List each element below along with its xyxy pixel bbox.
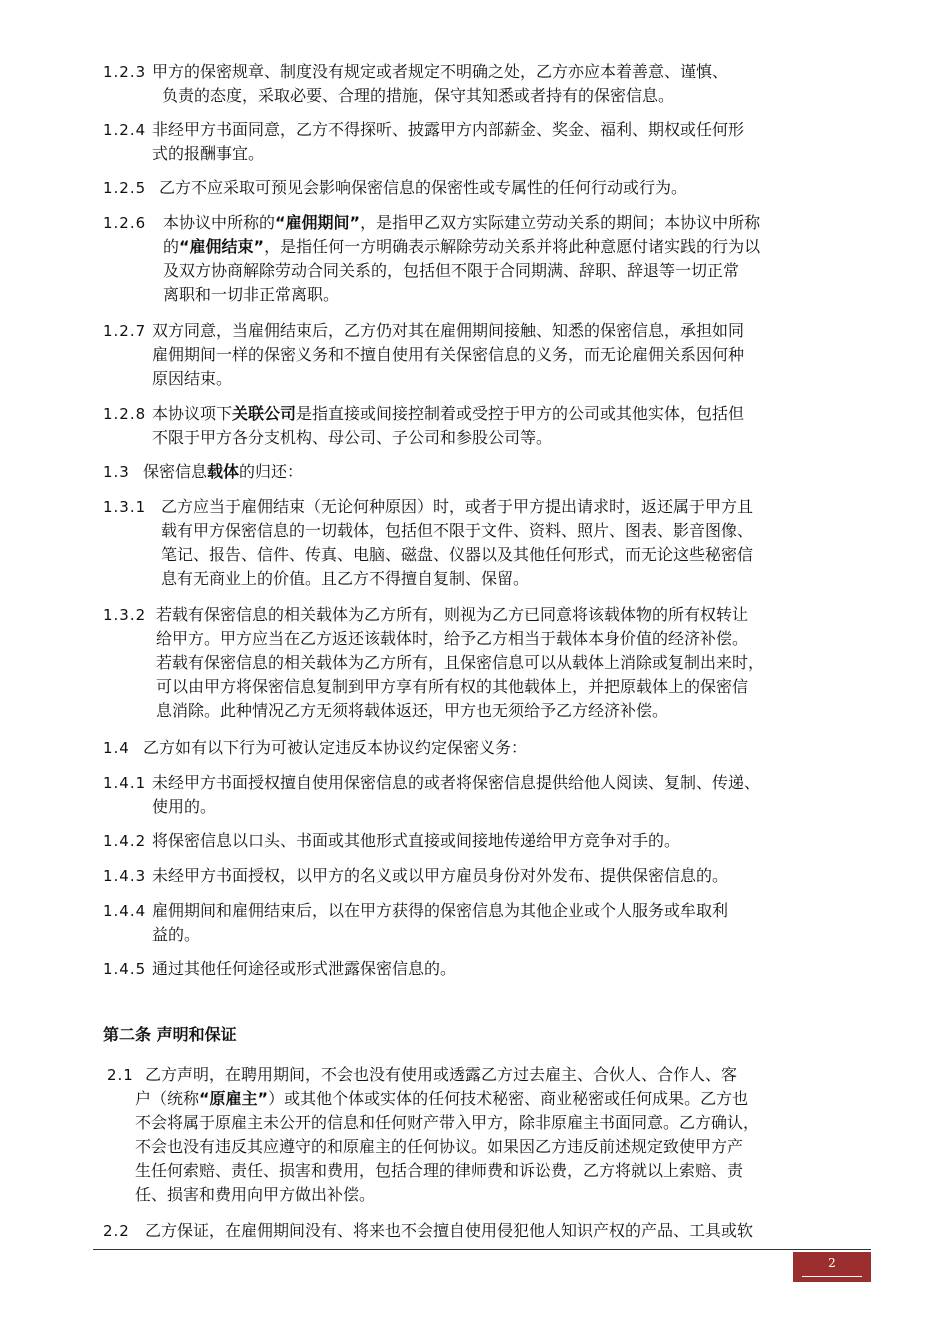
clause-number: 1.4.1 (103, 774, 147, 792)
clause-text-line: 不限于甲方各分支机构、母公司、子公司和参股公司等。 (152, 428, 553, 447)
clause-text-line: 及双方协商解除劳动合同关系的，包括但不限于合同期满、辞职、辞退等一切正常 (163, 261, 740, 280)
clause-text: ，是指甲乙双方实际建立劳动关系的期间；本协议中所称 (360, 213, 761, 232)
clause-number: 1.4.5 (103, 960, 147, 978)
clause-text: ）或其他个体或实体的任何技术秘密、商业秘密或任何成果。乙方也 (268, 1089, 749, 1108)
clause-number: 1.4.4 (103, 902, 147, 920)
page-number: 2 (828, 1256, 836, 1270)
clause-text: 户（统称 (135, 1089, 200, 1108)
clause-text-line: 乙方不应采取可预见会影响保密信息的保密性或专属性的任何行动或行为。 (159, 178, 688, 197)
clause-text-line: 未经甲方书面授权擅自使用保密信息的或者将保密信息提供给他人阅读、复制、传递、 (152, 773, 761, 792)
clause-text-line: 益的。 (152, 925, 201, 944)
defined-term: “雇佣期间” (275, 213, 361, 232)
clause-text-line: 任、损害和费用向甲方做出补偿。 (135, 1185, 376, 1204)
clause-1-4 (103, 736, 883, 760)
clause-number: 1.2.7 (103, 322, 147, 340)
clause-text-line: 双方同意，当雇佣结束后，乙方仍对其在雇佣期间接触、知悉的保密信息，承担如同 (152, 321, 745, 340)
clause-number: 1.4 (103, 739, 130, 757)
clause-text-line: 息消除。此种情况乙方无须将载体返还，甲方也无须给予乙方经济补偿。 (156, 701, 669, 720)
clause-number: 1.2.3 (103, 63, 147, 81)
page-number-underline (802, 1276, 862, 1277)
clause-number: 1.2.8 (103, 405, 147, 423)
defined-term: 载体 (207, 462, 240, 481)
clause-1-2-8 (103, 402, 883, 450)
clause-text: 本协议中所称的 (163, 213, 276, 232)
clause-text-line: 乙方应当于雇佣结束（无论何种原因）时，或者于甲方提出请求时，返还属于甲方且 (161, 497, 754, 516)
clause-text-line: 雇佣期间和雇佣结束后，以在甲方获得的保密信息为其他企业或个人服务或牟取利 (152, 901, 729, 920)
clause-text: 的归还： (239, 462, 304, 481)
clause-text-line: 不会也没有违反其应遵守的和原雇主的任何协议。如果因乙方违反前述规定致使甲方产 (135, 1137, 744, 1156)
clause-text-line: 将保密信息以口头、书面或其他形式直接或间接地传递给甲方竞争对手的。 (152, 831, 681, 850)
clause-text-line: 通过其他任何途径或形式泄露保密信息的。 (152, 959, 457, 978)
clause-text-line: 若载有保密信息的相关载体为乙方所有，则视为乙方已同意将该载体物的所有权转让 (156, 605, 749, 624)
clause-1-3-2 (103, 603, 883, 723)
clause-text-line: 式的报酬事宜。 (152, 144, 265, 163)
clause-1-4-4 (103, 899, 883, 947)
clause-number: 2.2 (103, 1222, 130, 1240)
clause-number: 1.4.3 (103, 867, 147, 885)
clause-text-line: 可以由甲方将保密信息复制到甲方享有所有权的其他载体上，并把原载体上的保密信 (156, 677, 749, 696)
clause-number: 1.2.5 (103, 179, 147, 197)
clause-number: 1.2.4 (103, 121, 147, 139)
clause-text-line: 生任何索赔、责任、损害和费用，包括合理的律师费和诉讼费，乙方将就以上索赔、责 (135, 1161, 744, 1180)
clause-number: 2.1 (107, 1066, 134, 1084)
clause-1-4-2 (103, 829, 883, 853)
section-heading: 第二条 声明和保证 (103, 1025, 237, 1044)
clause-text-line: 离职和一切非正常离职。 (163, 285, 340, 304)
clause-2-1 (103, 1063, 883, 1207)
clause-text-line: 息有无商业上的价值。且乙方不得擅自复制、保留。 (161, 569, 530, 588)
footer-divider (93, 1249, 871, 1250)
clause-number: 1.3 (103, 463, 130, 481)
clause-1-4-3 (103, 864, 883, 888)
clause-number: 1.2.6 (103, 214, 147, 232)
clause-1-3-1 (103, 495, 883, 591)
defined-term: 关联公司 (232, 404, 297, 423)
clause-text-line: 笔记、报告、信件、传真、电脑、磁盘、仪器以及其他任何形式，而无论这些秘密信 (161, 545, 754, 564)
clause-1-4-1 (103, 771, 883, 819)
clause-2-2 (103, 1219, 883, 1243)
clause-text-line: 载有甲方保密信息的一切载体，包括但不限于文件、资料、照片、图表、影音图像、 (161, 521, 754, 540)
clause-text: 保密信息 (143, 462, 208, 481)
clause-text-line: 未经甲方书面授权，以甲方的名义或以甲方雇员身份对外发布、提供保密信息的。 (152, 866, 729, 885)
clause-text-line: 非经甲方书面同意，乙方不得探听、披露甲方内部薪金、奖金、福利、期权或任何形 (152, 120, 745, 139)
clause-text-line: 给甲方。甲方应当在乙方返还该载体时，给予乙方相当于载体本身价值的经济补偿。 (156, 629, 749, 648)
clause-number: 1.3.2 (103, 606, 147, 624)
clause-text-line: 乙方如有以下行为可被认定违反本协议约定保密义务： (143, 738, 528, 757)
clause-text: 的 (163, 237, 180, 256)
clause-text: 本协议项下 (152, 404, 233, 423)
clause-text: 是指直接或间接控制着或受控于甲方的公司或其他实体，包括但 (296, 404, 745, 423)
clause-1-2-5 (103, 176, 883, 200)
clause-number: 1.4.2 (103, 832, 147, 850)
clause-text-line: 原因结束。 (152, 369, 233, 388)
clause-1-2-6 (103, 211, 883, 307)
clause-text-line: 乙方声明，在聘用期间，不会也没有使用或透露乙方过去雇主、合伙人、合作人、客 (145, 1065, 738, 1084)
clause-1-2-7 (103, 319, 883, 391)
clause-text-line: 若载有保密信息的相关载体为乙方所有，且保密信息可以从载体上消除或复制出来时， (156, 653, 765, 672)
clause-text-line: 乙方保证，在雇佣期间没有、将来也不会擅自使用侵犯他人知识产权的产品、工具或软 (145, 1221, 754, 1240)
clause-1-2-4 (103, 118, 883, 166)
defined-term: “雇佣结束” (179, 237, 265, 256)
clause-text: ，是指任何一方明确表示解除劳动关系并将此种意愿付诸实践的行为以 (264, 237, 761, 256)
clause-number: 1.3.1 (103, 498, 147, 516)
clause-1-3 (103, 460, 883, 484)
page-number-badge (793, 1252, 871, 1282)
clause-text-line: 负责的态度，采取必要、合理的措施，保守其知悉或者持有的保密信息。 (162, 86, 675, 105)
clause-text-line: 不会将属于原雇主未公开的信息和任何财产带入甲方，除非原雇主书面同意。乙方确认， (135, 1113, 760, 1132)
clause-text-line: 甲方的保密规章、制度没有规定或者规定不明确之处，乙方亦应本着善意、谨慎、 (152, 62, 729, 81)
defined-term: “原雇主” (199, 1089, 269, 1108)
clause-text-line: 雇佣期间一样的保密义务和不擅自使用有关保密信息的义务，而无论雇佣关系因何种 (152, 345, 745, 364)
clause-1-4-5 (103, 957, 883, 981)
clause-text-line: 使用的。 (152, 797, 217, 816)
clause-1-2-3 (103, 60, 883, 108)
